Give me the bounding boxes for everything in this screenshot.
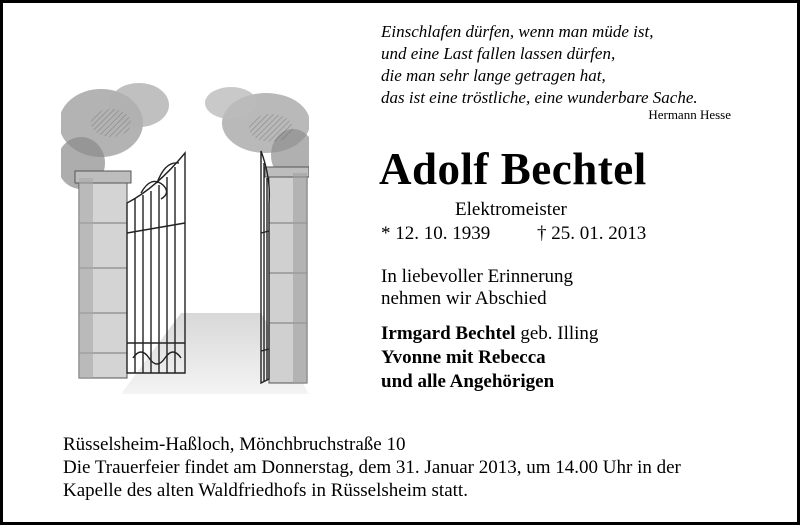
deceased-name: Adolf Bechtel [379,144,647,194]
service-line: Kapelle des alten Waldfriedhofs in Rüsselsheim statt. [63,480,468,501]
mourner-line [381,322,598,346]
right-pillar [265,167,309,383]
poem-author: Hermann Hesse [648,107,731,122]
garden-gate-image [61,83,309,394]
mourner-line [381,370,598,394]
service-line: Die Trauerfeier findet am Donnerstag, dem 31. Januar 2013, um 14.00 Uhr in der [63,457,681,478]
remembrance-line: nehmen wir Abschied [381,288,547,309]
mourner-name: Yvonne mit Rebecca [381,347,546,368]
poem-line: Einschlafen dürfen, wenn man müde ist, [381,22,654,41]
garden-gate-illustration [61,83,309,394]
deceased-profession: Elektromeister [455,199,567,220]
address-line: Rüsselsheim-Haßloch, Mönchbruchstraße 10 [63,434,406,455]
poem-quote [381,21,741,109]
mourner-line [381,346,598,370]
service-information [63,433,783,502]
mourner-name: Irmgard Bechtel [381,323,516,344]
poem-line: und eine Last fallen lassen dürfen, [381,44,616,63]
poem-line: die man sehr lange getragen hat, [381,66,606,85]
mourner-name: und alle Angehörigen [381,371,555,392]
mourners-list [381,322,598,394]
left-pillar [75,171,131,378]
remembrance-text [381,266,573,310]
mourner-maiden-name: geb. Illing [515,323,599,344]
death-date: † 25. 01. 2013 [537,223,647,244]
birth-date: * 12. 10. 1939 [381,223,491,244]
poem-line: das ist eine tröstliche, eine wunderbare Sache. [381,88,698,107]
remembrance-line: In liebevoller Erinnerung [381,266,574,287]
